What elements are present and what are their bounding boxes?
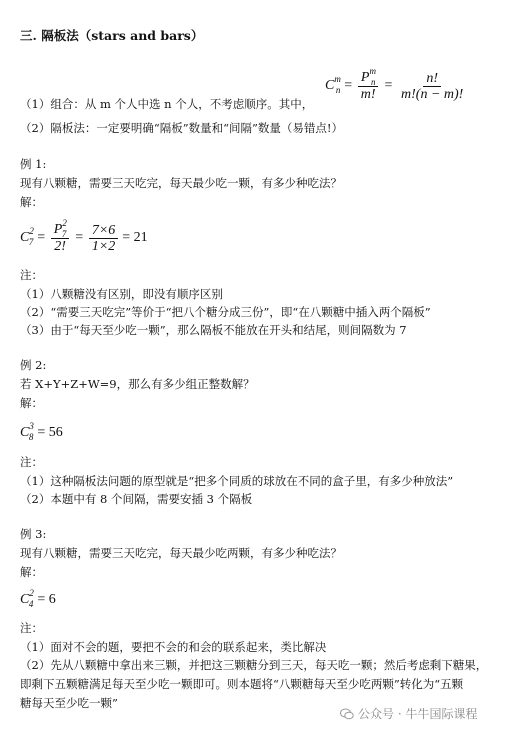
ex1-question: 现有八颗糖，需要三天吃完，每天最少吃一颗，有多少种吃法？ <box>20 176 342 190</box>
ex2-result: = 56 <box>37 425 63 440</box>
ex2-c-sup: 3 <box>29 421 34 431</box>
formula-frac-2 <box>398 71 466 102</box>
ex3-c-sub: 4 <box>28 599 34 609</box>
intro-item-1: （1）组合：从 m 个人中选 n 个人，不考虑顺序。其中， <box>20 97 314 111</box>
ex3-result: = 6 <box>37 592 56 607</box>
ex1-frac-1 <box>51 218 70 254</box>
ex3-note-label: 注： <box>20 621 43 635</box>
ex1-heading: 例 1: <box>20 157 47 171</box>
ex3-note-3: 即剩下五颗糖满足每天至少吃一颗即可。则本题将“八颗糖每天至少吃两颗”转化为“五颗 <box>20 677 464 691</box>
ex1-note-3: （3）由于“每天至少吃一颗”，那么隔板不能放在开头和结尾，则间隔数为 7 <box>20 323 407 337</box>
frac2-num: n! <box>423 71 441 87</box>
ex2-solution-label: 解： <box>20 396 43 410</box>
watermark-text: 公众号 · 牛牛国际课程 <box>358 707 478 721</box>
ex2-question: 若 X+Y+Z+W=9，那么有多少组正整数解？ <box>20 377 255 391</box>
ex3-note-2: （2）先从八颗糖中拿出来三颗，并把这三颗糖分到三天，每天吃一颗；然后考虑剩下糖果， <box>20 658 488 672</box>
frac1-num-sup: m <box>369 66 376 76</box>
ex1-p: P <box>53 222 63 237</box>
frac1-num: P <box>360 70 370 85</box>
ex2-c: C <box>20 425 30 440</box>
ex3-formula <box>20 588 56 609</box>
ex2-note-label: 注： <box>20 455 43 469</box>
ex3-c-sup: 2 <box>29 588 34 598</box>
ex3-note-4: 糖每天至少吃一颗” <box>20 696 118 710</box>
formula-c-sub: n <box>335 85 341 95</box>
ex1-c: C <box>20 230 30 245</box>
ex1-note-2: （2）“需要三天吃完”等价于“把八个糖分成三份”，即“在八颗糖中插入两个隔板” <box>20 305 431 319</box>
ex1-note-label: 注： <box>20 268 43 282</box>
formula-frac-1 <box>358 66 379 102</box>
ex1-den2: 1×2 <box>91 238 116 254</box>
ex1-den1: 2! <box>54 239 66 254</box>
ex2-formula <box>20 421 63 442</box>
ex1-formula: C 2 7 = $\frac{P^2_7}{2!}$ = $\frac{7\times 6}{1\times 2}$ = 21 <box>20 218 148 254</box>
ex1-c-sub: 7 <box>28 237 34 247</box>
ex1-result: = 21 <box>122 230 148 245</box>
ex2-heading: 例 2: <box>20 358 47 372</box>
ex1-note-1: （1）八颗糖没有区别，即没有顺序区别 <box>20 287 223 301</box>
ex3-question: 现有八颗糖，需要三天吃完，每天最少吃两颗，有多少种吃法？ <box>20 546 342 560</box>
ex1-solution-label: 解： <box>20 195 43 209</box>
ex2-note-1: （1）这种隔板法问题的原型就是“把多个同质的球放在不同的盒子里，有多少种放法” <box>20 474 454 488</box>
ex2-note-2: （2）本题中有 8 个间隔，需要安插 3 个隔板 <box>20 492 253 506</box>
ex2-c-sub: 8 <box>28 432 34 442</box>
watermark <box>340 705 477 722</box>
formula-c: C <box>325 78 335 93</box>
ex3-note-1: （1）面对不会的题，要把不会的和会的联系起来，类比解决 <box>20 640 327 654</box>
ex1-p-sub: 7 <box>61 229 67 239</box>
combination-formula: C m n = $\frac{P^m_n}{m!}$ = $\frac{n!}{m!(n - m)!}$ <box>325 70 468 102</box>
ex3-c: C <box>20 592 30 607</box>
ex1-frac-2 <box>89 223 118 254</box>
frac1-den: m! <box>360 87 376 102</box>
intro-item-2: （2）隔板法：一定要明确“隔板”数量和“间隔”数量（易错点!） <box>20 121 343 135</box>
ex1-c-sup: 2 <box>29 226 34 236</box>
frac1-num-sub: n <box>370 77 376 87</box>
ex3-heading: 例 3: <box>20 527 47 541</box>
frac2-den: m!(n − m)! <box>401 86 464 102</box>
section-title: 三. 隔板法（stars and bars） <box>20 28 204 43</box>
ex1-num2: 7×6 <box>89 223 118 239</box>
wechat-icon <box>340 708 354 720</box>
ex3-solution-label: 解： <box>20 565 43 579</box>
ex1-p-sup: 2 <box>62 218 67 228</box>
formula-c-sup: m <box>334 74 341 84</box>
